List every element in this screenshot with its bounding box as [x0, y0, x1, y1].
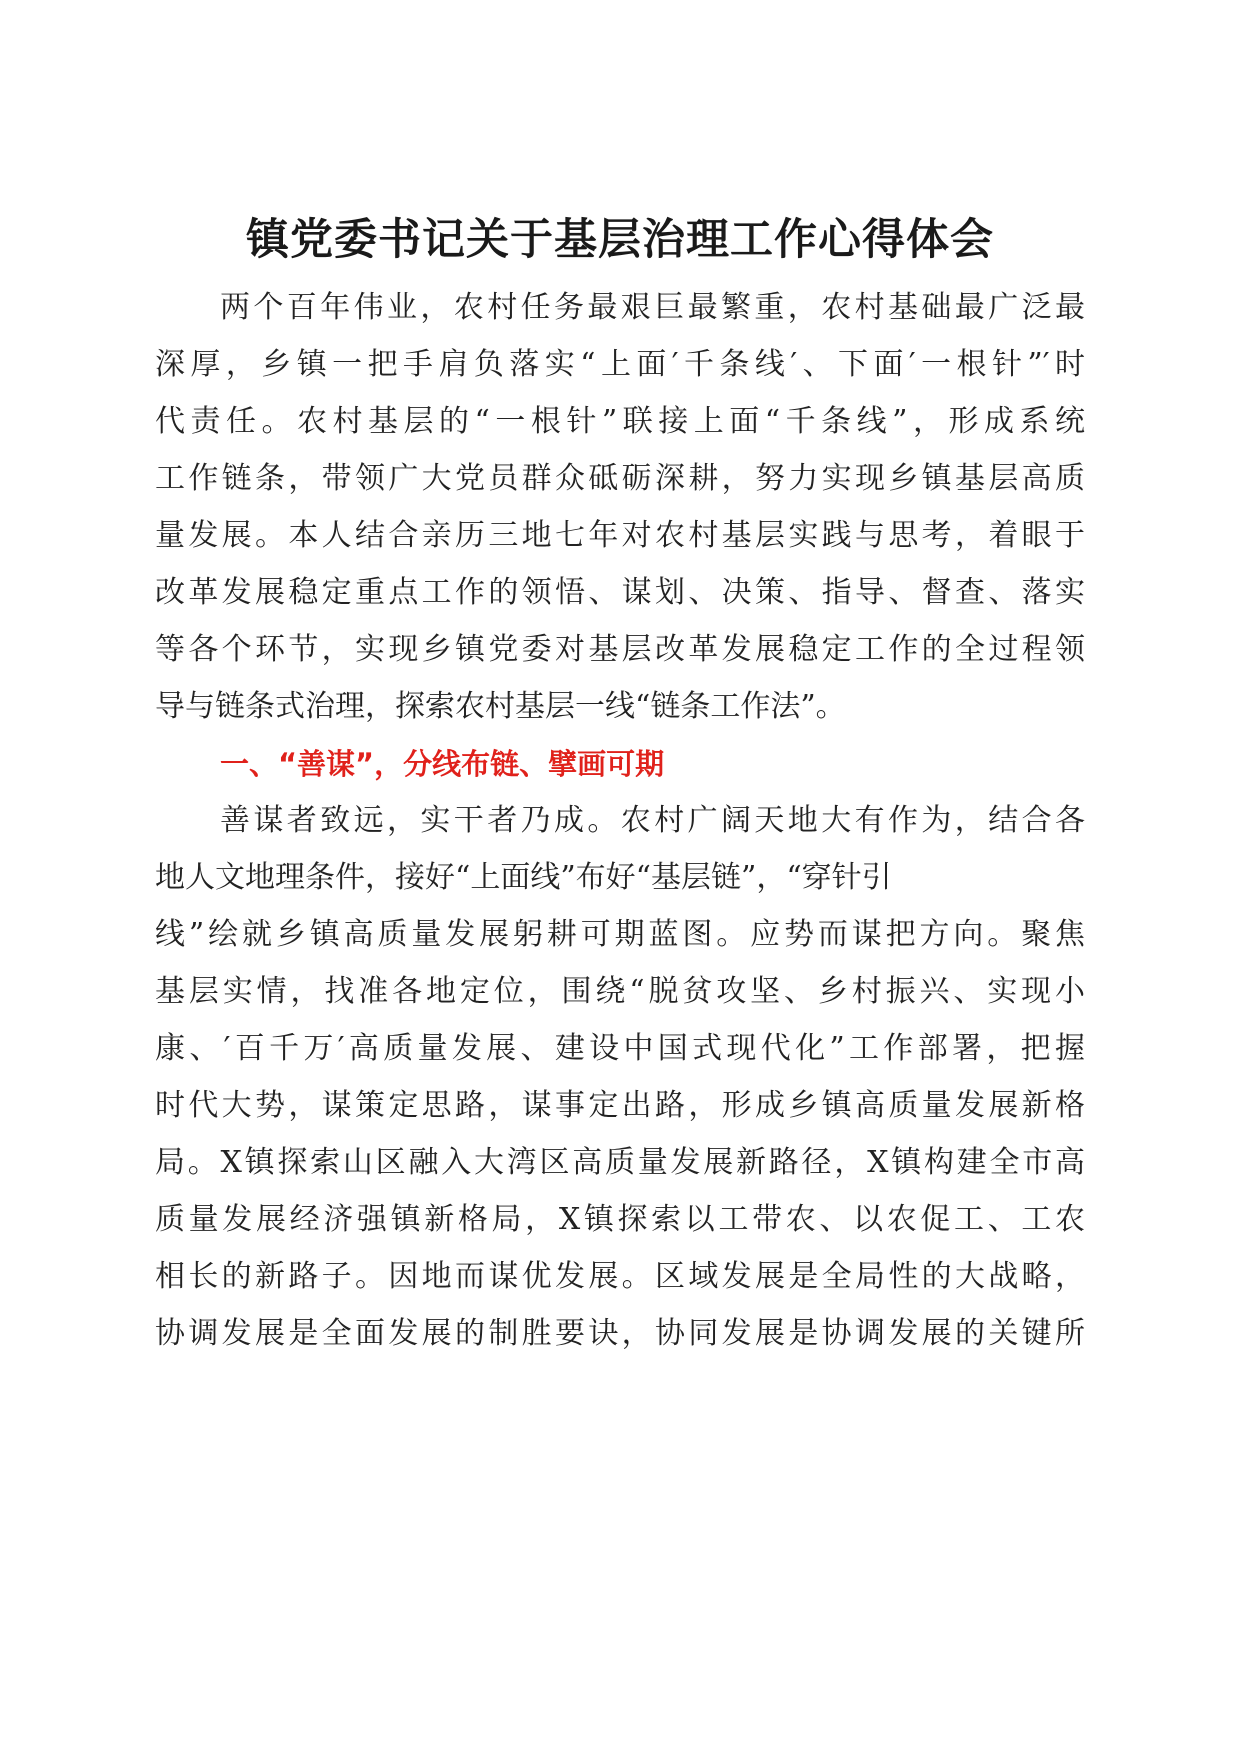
para1-line-1: 两个百年伟业，农村任务最艰巨最繁重，农村基础最广泛最: [220, 290, 1085, 325]
para2-line-6: 时代大势，谋策定思路，谋事定出路，形成乡镇高质量发展新格: [155, 1088, 1085, 1123]
para1-line-3: 代责任。农村基层的“一根针”联接上面“千条线”，形成系统: [155, 404, 1085, 439]
para2-line-2: 地人文地理条件，接好“上面线”布好“基层链”，“穿针引: [155, 860, 892, 895]
para2-line-1: 善谋者致远，实干者乃成。农村广阔天地大有作为，结合各: [220, 803, 1085, 838]
para2-line-8: 质量发展经济强镇新格局，X镇探索以工带农、以农促工、工农: [155, 1202, 1085, 1237]
para1-line-5: 量发展。本人结合亲历三地七年对农村基层实践与思考，着眼于: [155, 518, 1085, 553]
para1-line-8: 导与链条式治理，探索农村基层一线“链条工作法”。: [155, 689, 846, 724]
para2-line-10: 协调发展是全面发展的制胜要诀，协同发展是协调发展的关键所: [155, 1316, 1085, 1351]
para2-line-4: 基层实情，找准各地定位，围绕“脱贫攻坚、乡村振兴、实现小: [155, 974, 1085, 1009]
para2-line-9: 相长的新路子。因地而谋优发展。区域发展是全局性的大战略，: [155, 1259, 1085, 1294]
document-title: 镇党委书记关于基层治理工作心得体会: [246, 215, 994, 265]
para1-line-6: 改革发展稳定重点工作的领悟、谋划、决策、指导、督查、落实: [155, 575, 1085, 610]
para1-line-7: 等各个环节，实现乡镇党委对基层改革发展稳定工作的全过程领: [155, 632, 1085, 667]
para1-line-2: 深厚，乡镇一把手肩负落实“上面′千条线′、下面′一根针”′时: [155, 347, 1085, 382]
para2-line-7: 局。X镇探索山区融入大湾区高质量发展新路径，X镇构建全市高: [155, 1145, 1085, 1180]
section-heading-1: 一、“善谋”，分线布链、擘画可期: [220, 747, 665, 781]
para2-line-3: 线”绘就乡镇高质量发展躬耕可期蓝图。应势而谋把方向。聚焦: [155, 917, 1085, 952]
para1-line-4: 工作链条，带领广大党员群众砥砺深耕，努力实现乡镇基层高质: [155, 461, 1085, 496]
para2-line-5: 康、′百千万′高质量发展、建设中国式现代化”工作部署，把握: [155, 1031, 1085, 1066]
